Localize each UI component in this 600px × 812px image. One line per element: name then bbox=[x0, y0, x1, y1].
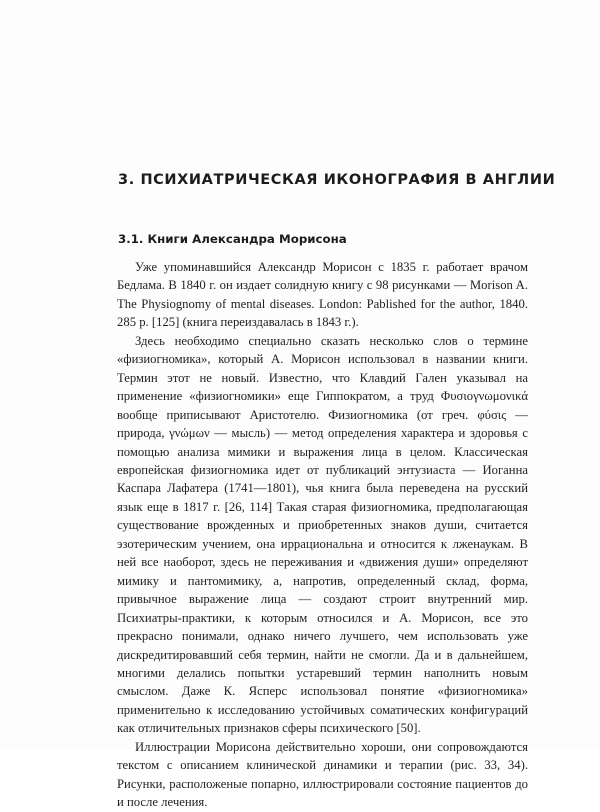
chapter-title: 3. ПСИХИАТРИЧЕСКАЯ ИКОНОГРАФИЯ В АНГЛИИ bbox=[118, 172, 556, 188]
paragraph: Уже упоминавшийся Александр Морисон с 1835 г. работает врачом Бедлама. В 1840 г. он издает солидную книгу с 98 рисунками — Morison A. The Physiognomy of mental diseases. London: Pablished for the author, 1840. 285 p. [125] (книга переиздавалась в 1843 г.). bbox=[117, 260, 528, 330]
body-text bbox=[117, 258, 528, 812]
paragraph: Здесь необходимо специально сказать несколько слов о термине «физиогномика», который А. Морисон использовал в названии книги. Термин этот не новый. Известно, что Клавдий Гален указывал на применение «физиогномики» еще Гиппократом, а труд Φυσιογνωμονικά вообще приписывают Аристотелю. Физиогномика (от греч. φύσις — природа, γνώμων — мысль) — метод определения характера и здоровья с помощью анализа мимики и выражения лица в целом. Классическая европейская физиогномика идет от публикаций энтузиаста — Иоганна Каспара Лафатера (1741—1801), чья книга была переведена на русский язык еще в 1817 г. [26, 114] Такая старая физиогномика, предполагающая существование врожденных и приобретенных знаков души, считается эзотерическим учением, она иррациональна и относится к лженаукам. В ней все наоборот, здесь не переживания и «движения души» определяют мимику и пантомимику, а, напротив, определенный склад, форма, привычное выражение лица — создают строит внутренний мир. Психиатры-практики, к которым относился и А. Морисон, все это прекрасно понимали, однако ничего лучшего, чем использовать уже дискредитировавший себя термин, найти не смогли. Да и в дальнейшем, многими делались попытки устаревший термин наполнить новым смыслом. Даже К. Ясперс использовал понятие «физиогномика» применительно к исследованию устойчивых соматических конфигураций как отличительных признаков сферы психического [50]. bbox=[117, 333, 528, 736]
paragraph: Иллюстрации Морисона действительно хороши, они сопровождаются текстом с описанием клинической динамики и терапии (рис. 33, 34). Рисунки, расположеные попарно, иллюстрировали состояние пациентов до и после лечения. bbox=[117, 739, 528, 810]
section-title: 3.1. Книги Александра Морисона bbox=[118, 232, 347, 246]
